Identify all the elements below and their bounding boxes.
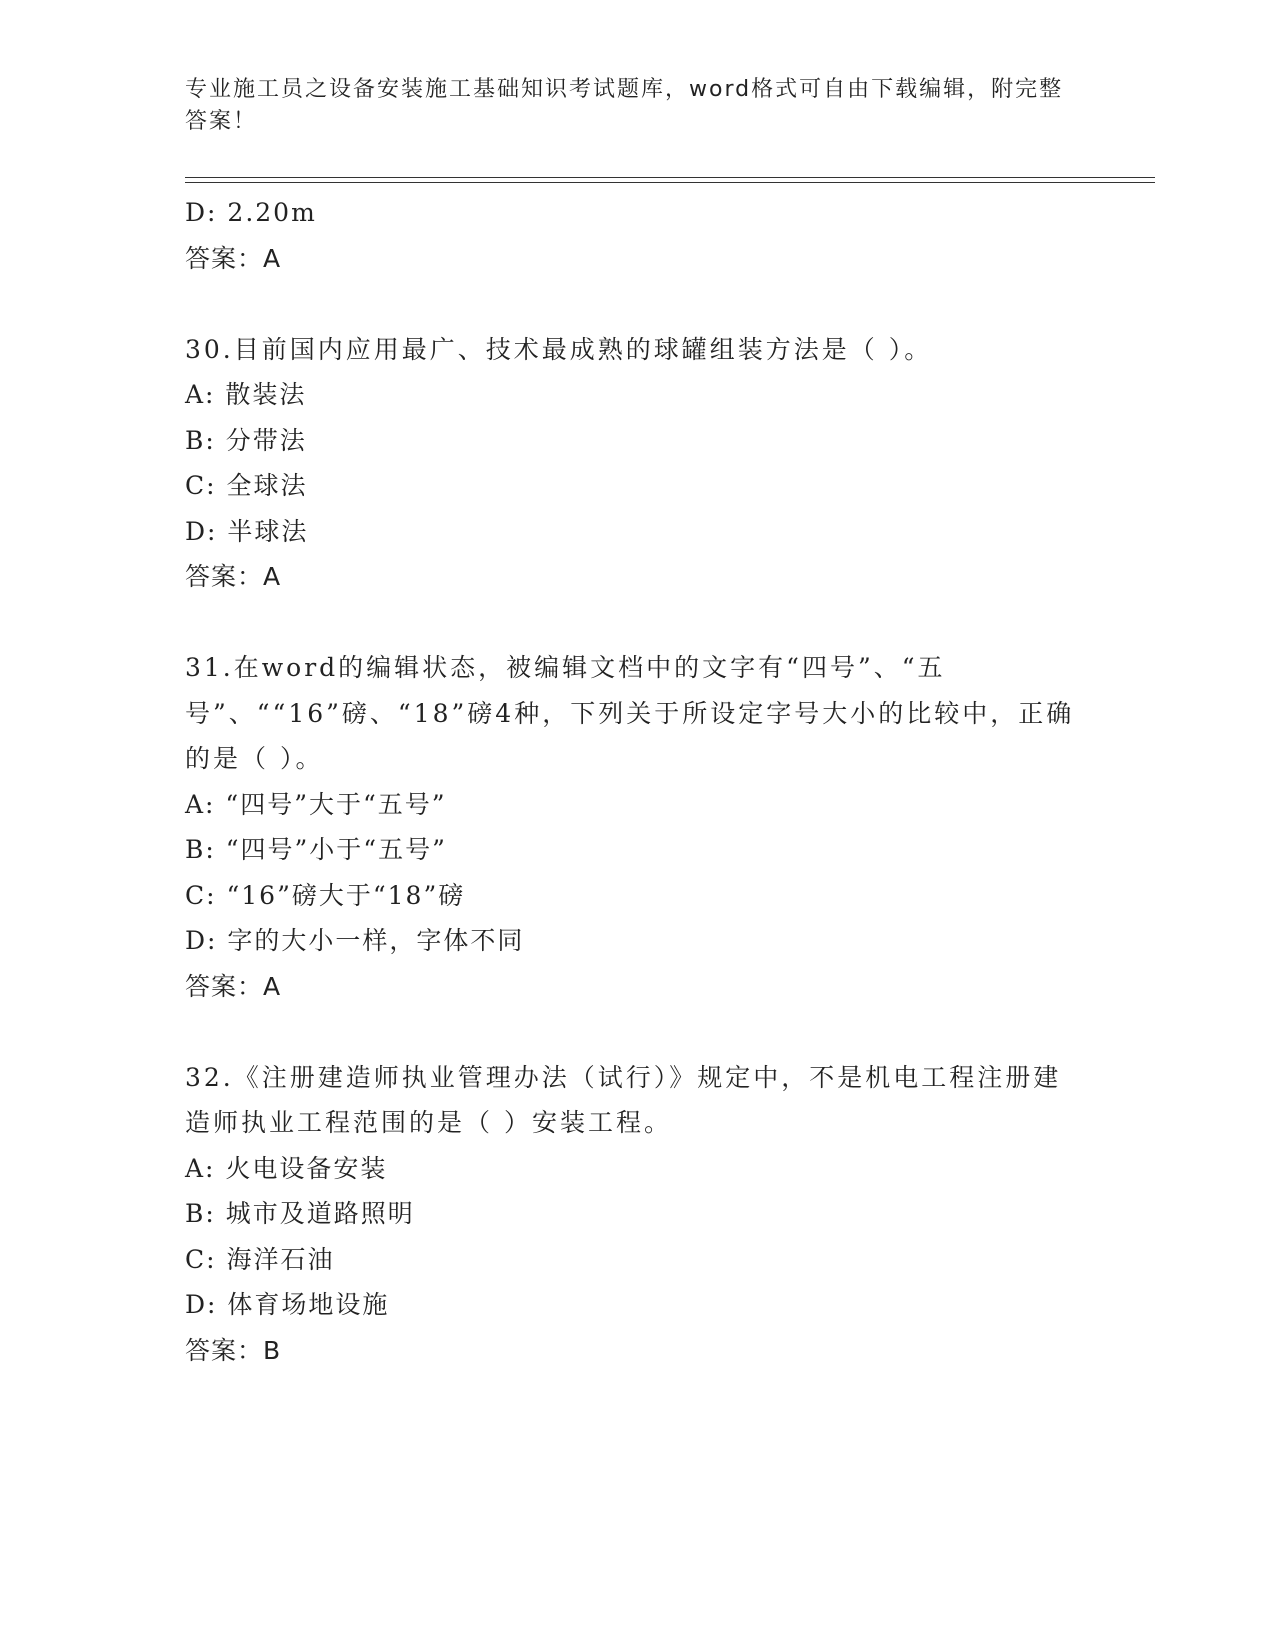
answer-line: 答案：A <box>185 562 282 591</box>
option-d: D: 2.20m <box>185 198 317 227</box>
document-body <box>185 190 1085 1373</box>
question-block <box>185 327 1085 600</box>
spacer <box>185 600 1085 646</box>
option-b: B: 分带法 <box>185 425 307 455</box>
spacer <box>185 1009 1085 1055</box>
header-rule-top <box>185 177 1155 178</box>
spacer <box>185 281 1085 327</box>
option-b: B: 城市及道路照明 <box>185 1199 415 1228</box>
option-d: D: 半球法 <box>185 516 309 546</box>
header-rule-bottom <box>185 182 1155 183</box>
document-header: 专业施工员之设备安装施工基础知识考试题库，word格式可自由下载编辑，附完整答案！ <box>185 77 1064 134</box>
question-block <box>185 645 1085 1009</box>
question-block <box>185 1055 1085 1374</box>
option-a: A: 散装法 <box>185 380 307 409</box>
answer-line: 答案：B <box>185 1335 282 1365</box>
answer-line: 答案：A <box>185 243 282 273</box>
question-stem: 31.在word的编辑状态，被编辑文档中的文字有“四号”、“五号”、““16”磅、“18”磅4种，下列关于所设定字号大小的比较中，正确的是（ ）。 <box>185 653 1075 773</box>
option-b: B: “四号”小于“五号” <box>185 835 447 864</box>
option-d: D: 字的大小一样，字体不同 <box>185 926 525 955</box>
question-stem: 30.目前国内应用最广、技术最成熟的球罐组装方法是（ ）。 <box>185 334 933 364</box>
option-a: A: 火电设备安装 <box>185 1153 388 1183</box>
option-a: A: “四号”大于“五号” <box>185 789 447 819</box>
question-stem: 32.《注册建造师执业管理办法（试行）》规定中，不是机电工程注册建造师执业工程范围的是（ ）安装工程。 <box>185 1062 1062 1137</box>
option-c: C: 海洋石油 <box>185 1244 335 1274</box>
option-c: C: 全球法 <box>185 471 308 500</box>
option-c: C: “16”磅大于“18”磅 <box>185 880 466 910</box>
answer-line: 答案：A <box>185 971 282 1001</box>
option-d: D: 体育场地设施 <box>185 1290 390 1319</box>
